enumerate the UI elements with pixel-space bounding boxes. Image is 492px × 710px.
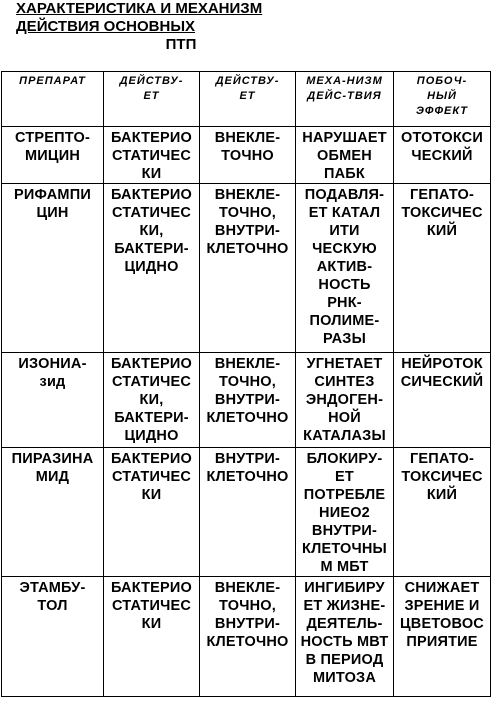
table-row <box>2 127 491 184</box>
header-action: ДЕЙСТВУ- ЕТ <box>104 72 200 127</box>
cell-location: ВНЕКЛЕ- ТОЧНО <box>200 127 296 184</box>
cell-side-effect: ГЕПАТО- ТОКСИЧЕС КИЙ <box>394 184 491 353</box>
table-row <box>2 184 491 353</box>
cell-side-effect: ОТОТОКСИ ЧЕСКИЙ <box>394 127 491 184</box>
cell-side-effect: НЕЙРОТОК СИЧЕСКИЙ <box>394 353 491 448</box>
cell-drug: ИЗОНИА- зид <box>2 353 104 448</box>
drug-characteristics-table <box>1 71 491 697</box>
cell-drug: СТРЕПТО- МИЦИН <box>2 127 104 184</box>
cell-location: ВНЕКЛЕ- ТОЧНО, ВНУТРИ- КЛЕТОЧНО <box>200 184 296 353</box>
title-line-3: ПТП <box>165 36 197 53</box>
cell-action: БАКТЕРИО СТАТИЧЕС КИ <box>104 577 200 697</box>
cell-action: БАКТЕРИО СТАТИЧЕС КИ, БАКТЕРИ- ЦИДНО <box>104 353 200 448</box>
header-drug: ПРЕПАРАТ <box>2 72 104 127</box>
cell-mechanism: ИНГИБИРУ ЕТ ЖИЗНЕ- ДЕЯТЕЛЬ- НОСТЬ МВТ В ПЕРИОД МИТОЗА <box>296 577 394 697</box>
table-header-row <box>2 72 491 127</box>
cell-location: ВНУТРИ- КЛЕТОЧНО <box>200 448 296 577</box>
title-line-1: ХАРАКТЕРИСТИКА И МЕХАНИЗМ <box>16 0 263 17</box>
cell-side-effect: ГЕПАТО- ТОКСИЧЕС КИЙ <box>394 448 491 577</box>
table-row <box>2 353 491 448</box>
header-location: ДЕЙСТВУ- ЕТ <box>200 72 296 127</box>
cell-mechanism: УГНЕТАЕТ СИНТЕЗ ЭНДОГЕН- НОЙ КАТАЛАЗЫ <box>296 353 394 448</box>
table-row <box>2 577 491 697</box>
header-mechanism: МЕХА-НИЗМ ДЕЙС-ТВИЯ <box>296 72 394 127</box>
cell-action: БАКТЕРИО СТАТИЧЕС КИ, БАКТЕРИ- ЦИДНО <box>104 184 200 353</box>
cell-action: БАКТЕРИО СТАТИЧЕС КИ <box>104 127 200 184</box>
cell-mechanism: БЛОКИРУ- ЕТ ПОТРЕБЛЕ НИЕО2 ВНУТРИ- КЛЕТОЧНЫ М МБТ <box>296 448 394 577</box>
header-side-effect: ПОБОЧ- НЫЙ ЭФФЕКТ <box>394 72 491 127</box>
cell-drug: РИФАМПИ ЦИН <box>2 184 104 353</box>
document-title <box>16 0 476 54</box>
cell-location: ВНЕКЛЕ- ТОЧНО, ВНУТРИ- КЛЕТОЧНО <box>200 577 296 697</box>
cell-action: БАКТЕРИО СТАТИЧЕС КИ <box>104 448 200 577</box>
cell-location: ВНЕКЛЕ- ТОЧНО, ВНУТРИ- КЛЕТОЧНО <box>200 353 296 448</box>
title-line-2: ДЕЙСТВИЯ ОСНОВНЫХ <box>16 18 196 35</box>
cell-drug: ПИРАЗИНА МИД <box>2 448 104 577</box>
cell-side-effect: СНИЖАЕТ ЗРЕНИЕ И ЦВЕТОВОС ПРИЯТИЕ <box>394 577 491 697</box>
cell-mechanism: НАРУШАЕТ ОБМЕН ПАБК <box>296 127 394 184</box>
cell-mechanism: ПОДАВЛЯ- ЕТ КАТАЛ ИТИ ЧЕСКУЮ АКТИВ- НОСТЬ РНК- ПОЛИМЕ- РАЗЫ <box>296 184 394 353</box>
cell-drug: ЭТАМБУ- ТОЛ <box>2 577 104 697</box>
table-row <box>2 448 491 577</box>
